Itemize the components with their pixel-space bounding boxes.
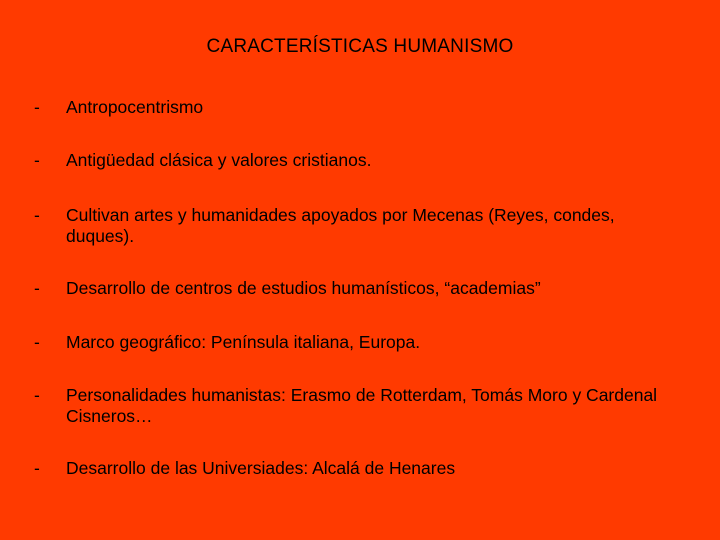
slide-title: CARACTERÍSTICAS HUMANISMO bbox=[206, 36, 514, 57]
bullet-dash: - bbox=[34, 150, 40, 170]
list-item bbox=[34, 332, 674, 353]
list-item bbox=[34, 150, 674, 171]
list-item bbox=[34, 385, 674, 427]
list-item-text: Cultivan artes y humanidades apoyados por Mecenas (Reyes, condes, duques). bbox=[66, 205, 615, 246]
bullet-dash: - bbox=[34, 205, 40, 225]
list-item-text: Desarrollo de centros de estudios humanísticos, “academias” bbox=[66, 278, 541, 298]
bullet-dash: - bbox=[34, 278, 40, 298]
list-item-text: Marco geográfico: Península italiana, Europa. bbox=[66, 332, 421, 352]
list-item bbox=[34, 278, 674, 299]
bullet-dash: - bbox=[34, 385, 40, 405]
bullet-dash: - bbox=[34, 458, 40, 478]
list-item bbox=[34, 205, 674, 247]
list-item-text: Personalidades humanistas: Erasmo de Rotterdam, Tomás Moro y Cardenal Cisneros… bbox=[66, 385, 658, 426]
bullet-dash: - bbox=[34, 332, 40, 352]
list-item bbox=[34, 97, 674, 118]
list-item-text: Antigüedad clásica y valores cristianos. bbox=[66, 150, 372, 170]
list-item-text: Desarrollo de las Universiades: Alcalá de Henares bbox=[66, 458, 456, 478]
bullet-dash: - bbox=[34, 97, 40, 117]
list-item-text: Antropocentrismo bbox=[66, 97, 204, 117]
list-item bbox=[34, 458, 674, 479]
